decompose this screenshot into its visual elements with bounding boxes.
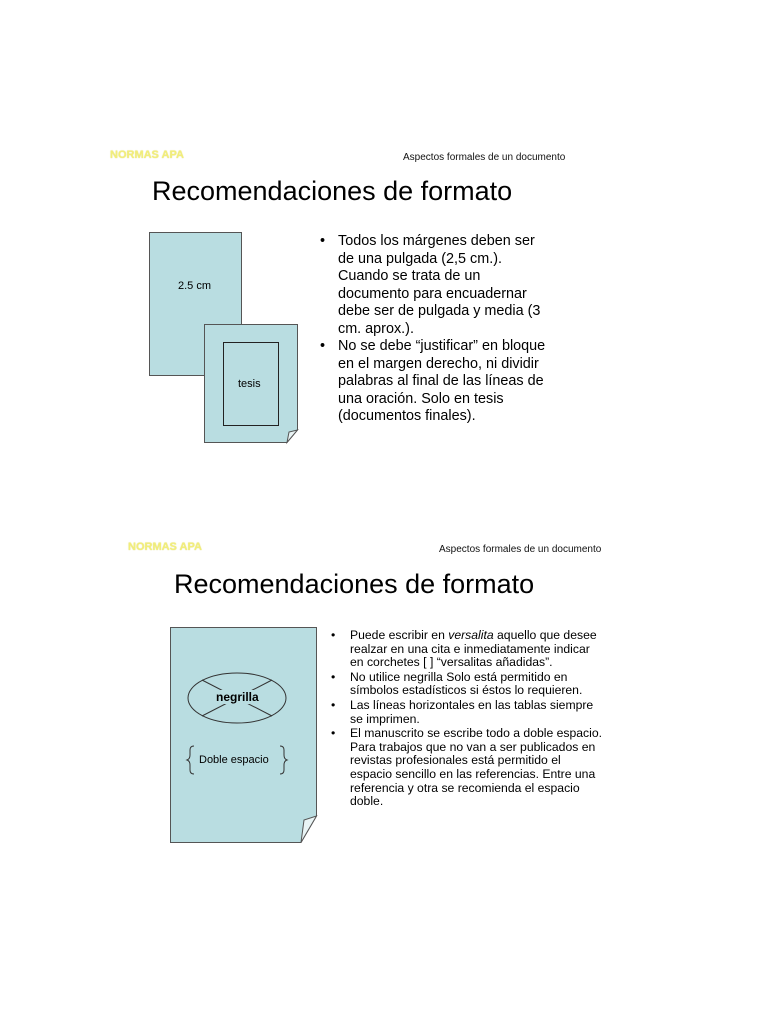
bullet-item: • No utilice negrilla Solo está permitido en símbolos estadísticos si éstos lo requieren.	[327, 671, 605, 698]
slide-1-tag: NORMAS APA	[110, 149, 184, 161]
slide-2-tag: NORMAS APA	[128, 541, 202, 553]
slide-2-title: Recomendaciones de formato	[174, 569, 535, 599]
slide-1-subheader: Aspectos formales de un documento	[403, 152, 566, 163]
tesis-label: tesis	[238, 378, 261, 390]
slide-2-subheader: Aspectos formales de un documento	[439, 544, 602, 555]
margin-label: 2.5 cm	[178, 280, 212, 292]
slide-1-illustration	[140, 225, 310, 450]
page-curl	[287, 430, 298, 443]
bullet-italic-text: versalita	[448, 628, 494, 642]
negrilla-label: negrilla	[216, 690, 259, 704]
bullet-text: Puede escribir en	[350, 628, 449, 642]
bullet-text: aquello que desee realzar en una cita e inmediatamente indicar en corchetes [ ] “versalitas añadidas”.	[350, 628, 597, 670]
bullet-item: • El manuscrito se escribe todo a doble espacio. Para trabajos que no van a ser publicados en revistas profesionales está permitido el espacio sencillo en las referencias. Entre una referencia y otra se recomienda el espacio doble.	[327, 727, 605, 809]
bullet-item	[327, 629, 605, 670]
document-page	[171, 628, 317, 843]
bullet-item: • No se debe “justificar” en bloque en el margen derecho, ni dividir palabras al final de las líneas de una oración. Solo en tesis (documentos finales).	[318, 338, 550, 426]
slide-1-bullets	[318, 233, 550, 426]
slide-1-title: Recomendaciones de formato	[152, 176, 513, 206]
slide-2-illustration	[165, 622, 325, 850]
doble-espacio-label: Doble espacio	[199, 754, 269, 766]
bullet-item: • Las líneas horizontales en las tablas siempre se imprimen.	[327, 699, 605, 726]
slide-2-bullets	[327, 629, 605, 810]
bullet-item: • Todos los márgenes deben ser de una pulgada (2,5 cm.). Cuando se trata de un documento para encuadernar debe ser de pulgada y media (3 cm. aprox.).	[318, 233, 550, 338]
